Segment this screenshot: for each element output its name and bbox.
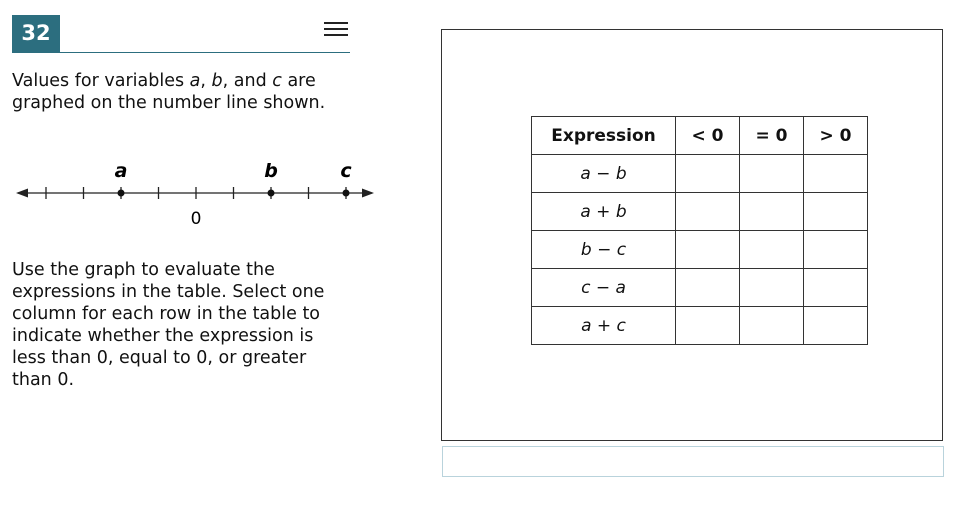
expression-cell: a + b bbox=[532, 193, 676, 231]
right-arrow-icon bbox=[362, 189, 374, 198]
option-equal-zero[interactable] bbox=[740, 155, 804, 193]
option-less-than-zero[interactable] bbox=[676, 155, 740, 193]
number-line bbox=[10, 155, 380, 235]
var-b: b bbox=[211, 71, 223, 91]
option-equal-zero[interactable] bbox=[740, 231, 804, 269]
header-expression: Expression bbox=[532, 117, 676, 155]
header-greater-than-zero: > 0 bbox=[804, 117, 868, 155]
option-greater-than-zero[interactable] bbox=[804, 193, 868, 231]
option-greater-than-zero[interactable] bbox=[804, 155, 868, 193]
expression-cell: a − b bbox=[532, 155, 676, 193]
left-arrow-icon bbox=[16, 189, 28, 198]
response-area bbox=[442, 446, 944, 477]
question-prompt: Values for variables a, b, and c are graphed on the number line shown. bbox=[12, 71, 326, 113]
table-row bbox=[532, 231, 868, 269]
point-a bbox=[118, 190, 125, 197]
answer-panel bbox=[441, 29, 943, 441]
expression-cell: b − c bbox=[532, 231, 676, 269]
point-label-b: b bbox=[264, 160, 278, 182]
expression-cell: a + c bbox=[532, 307, 676, 345]
expression-cell: c − a bbox=[532, 269, 676, 307]
point-label-c: c bbox=[340, 160, 352, 182]
table-row bbox=[532, 307, 868, 345]
point-c bbox=[343, 190, 350, 197]
choice-table bbox=[531, 116, 868, 345]
table-row bbox=[532, 193, 868, 231]
table-row bbox=[532, 269, 868, 307]
option-less-than-zero[interactable] bbox=[676, 193, 740, 231]
var-c: c bbox=[272, 71, 282, 91]
point-label-a: a bbox=[114, 160, 128, 182]
option-less-than-zero[interactable] bbox=[676, 307, 740, 345]
option-greater-than-zero[interactable] bbox=[804, 307, 868, 345]
hamburger-menu-icon[interactable] bbox=[324, 21, 348, 39]
option-greater-than-zero[interactable] bbox=[804, 269, 868, 307]
option-less-than-zero[interactable] bbox=[676, 231, 740, 269]
option-equal-zero[interactable] bbox=[740, 269, 804, 307]
option-less-than-zero[interactable] bbox=[676, 269, 740, 307]
header-less-than-zero: < 0 bbox=[676, 117, 740, 155]
option-greater-than-zero[interactable] bbox=[804, 231, 868, 269]
question-number: 32 bbox=[12, 15, 60, 52]
zero-label: 0 bbox=[190, 209, 202, 229]
var-a: a bbox=[189, 71, 201, 91]
instructions: Use the graph to evaluate the expressions in the table. Select one column for each row in the table to indicate whether the expression is less than 0, equal to 0, or greater than 0. bbox=[12, 260, 325, 390]
question-header bbox=[12, 15, 350, 53]
table-row bbox=[532, 155, 868, 193]
point-b bbox=[268, 190, 275, 197]
option-equal-zero[interactable] bbox=[740, 307, 804, 345]
header-equal-zero: = 0 bbox=[740, 117, 804, 155]
option-equal-zero[interactable] bbox=[740, 193, 804, 231]
